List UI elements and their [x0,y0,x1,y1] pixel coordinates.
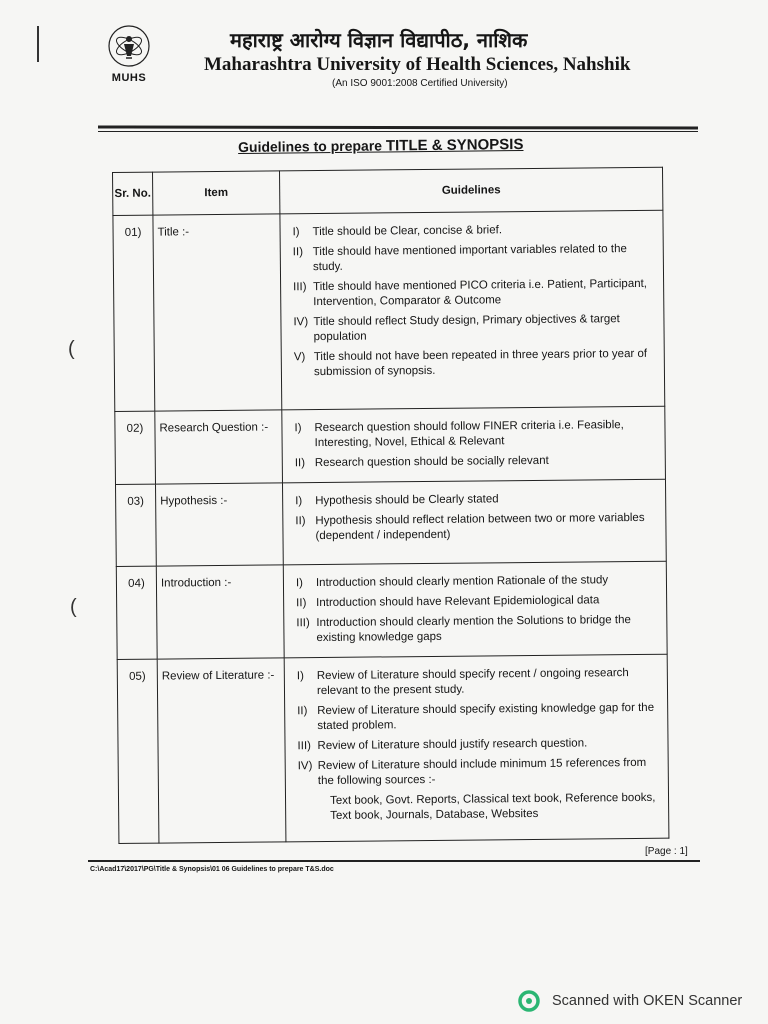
document-title-subject: TITLE & SYNOPSIS [385,136,524,155]
guideline-item [296,573,658,591]
guideline-number: V) [293,351,306,364]
row-sr-no: 02) [115,411,156,484]
table-row [117,654,669,843]
guideline-number: II) [297,705,308,718]
guideline-number: II) [294,457,306,470]
guideline-text: Title should not have been repeated in three years prior to year of submission of synopsis. [313,347,648,379]
row-guidelines [283,561,667,658]
header-rule-thin [98,131,698,132]
document-title-prefix: Guidelines to prepare [238,137,386,155]
university-name-english: Maharashtra University of Health Sciences, Nahshik [204,54,631,75]
guideline-item [298,756,660,789]
header-sr-no: Sr. No. [113,172,153,215]
guideline-text: Hypothesis should reflect relation between two or more variables (dependent / independent) [315,511,645,543]
guideline-number: I) [296,670,304,683]
row-guidelines [280,210,665,410]
guideline-item [297,666,659,699]
guideline-text: Introduction should have Relevant Epidemiological data [316,594,600,610]
guideline-item [295,453,657,471]
guideline-number: III) [293,281,307,294]
table-row [115,479,666,566]
guideline-number: II) [296,597,307,610]
footer-rule [88,860,700,862]
guideline-text: Title should have mentioned PICO criteria i.e. Patient, Participant, Intervention, Comparator & Outcome [313,277,648,309]
guideline-item [297,701,659,734]
row-item: Introduction :- [156,565,284,659]
guidelines-table-wrap [112,167,668,844]
muhs-logo [100,22,158,88]
guideline-number: I) [292,226,300,239]
guideline-item [293,242,655,275]
guideline-item [295,511,657,544]
guideline-item [293,277,655,310]
guideline-number: II) [292,246,304,259]
guideline-number: IV) [297,760,313,773]
margin-bracket: ( [68,338,75,360]
file-path: C:\Acad17\2017\PG\Title & Synopsis\01 06 Guidelines to prepare T&S.doc [90,866,334,873]
page-number: [Page : 1] [645,846,688,857]
guideline-text: Research question should follow FINER criteria i.e. Feasible, Interesting, Novel, Ethical & Relevant [314,419,624,450]
guideline-text: Review of Literature should specify recent / ongoing research relevant to the present study. [316,667,629,698]
document-title [238,136,524,156]
guideline-text: Introduction should clearly mention the Solutions to bridge the existing knowledge gaps [316,614,631,645]
guideline-text: Review of Literature should include minimum 15 references from the following sources :- [317,756,647,788]
iso-certification: (An ISO 9001:2008 Certified University) [332,78,508,89]
guideline-text: Review of Literature should justify research question. [317,737,588,753]
scanner-logo-icon [518,990,540,1012]
row-guidelines [284,654,669,842]
guideline-text: Hypothesis should be Clearly stated [315,493,499,508]
table-row [116,561,667,659]
guideline-number: III) [297,740,311,753]
table-row [113,210,665,411]
guideline-item [294,418,656,451]
scanner-label: Scanned with OKEN Scanner [552,993,743,1009]
guideline-number: II) [295,515,306,528]
university-name-hindi: महाराष्ट्र आरोग्य विज्ञान विद्यापीठ, नाशिक [230,28,528,52]
table-header-row [113,167,663,215]
guideline-text: Title should reflect Study design, Primary objectives & target population [313,313,620,344]
header-item: Item [153,171,280,215]
row-guidelines [282,479,666,565]
guideline-text: Research question should be socially relevant [314,454,549,470]
reference-sources: Text book, Govt. Reports, Classical text book, Reference books, Text book, Journals, Database, Websites [329,791,656,822]
guideline-number: III) [296,617,310,630]
guideline-number: I) [294,422,302,435]
university-emblem-icon [100,22,158,72]
margin-bracket: ( [70,596,77,618]
guideline-item [294,347,656,380]
row-item: Review of Literature :- [157,658,286,843]
row-sr-no: 05) [117,659,159,843]
margin-mark [37,26,39,62]
guideline-item [293,312,655,345]
row-item: Title :- [153,214,282,411]
table-row [115,406,666,484]
row-sr-no: 01) [113,215,155,411]
guideline-text: Title should be Clear, concise & brief. [312,224,503,239]
guideline-text: Title should have mentioned important variables related to the study. [312,243,627,274]
guideline-number: I) [295,495,303,508]
row-item: Research Question :- [155,410,283,484]
row-item: Hypothesis :- [155,483,283,566]
guideline-item [296,613,658,646]
header-guidelines: Guidelines [279,167,662,214]
guideline-number: IV) [293,316,309,329]
guideline-item [295,491,657,509]
guideline-item [296,593,658,611]
logo-text: MUHS [111,72,147,84]
guideline-text: Review of Literature should specify existing knowledge gap for the stated problem. [317,701,655,733]
guideline-item [297,736,659,754]
header-rule [98,125,698,129]
guideline-item [293,222,655,240]
scanner-watermark [518,990,742,1012]
guidelines-table [112,167,669,844]
row-sr-no: 04) [116,566,157,659]
guideline-text: Introduction should clearly mention Rationale of the study [315,574,609,590]
row-sr-no: 03) [115,484,156,566]
row-guidelines [282,406,666,483]
guideline-number: I) [295,577,304,590]
